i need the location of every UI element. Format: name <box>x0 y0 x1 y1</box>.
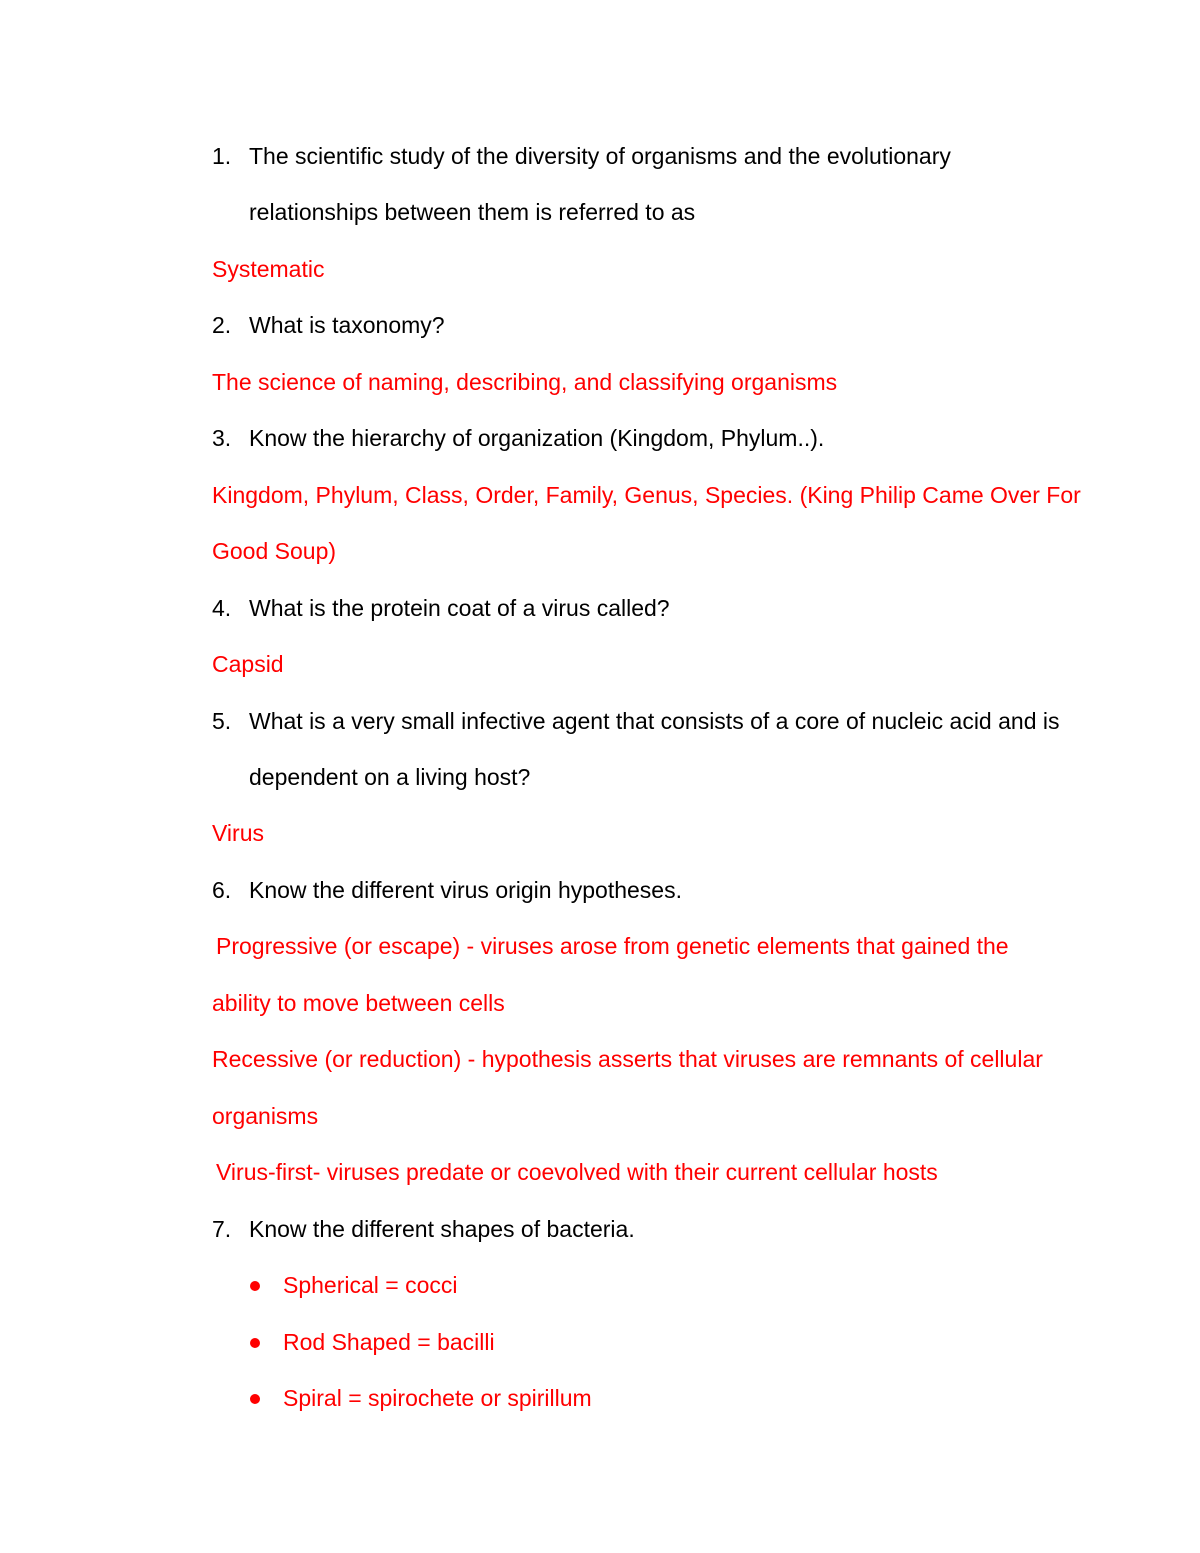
answer-4: Capsid <box>212 651 284 677</box>
question-1-line-2: relationships between them is referred to as <box>249 199 696 225</box>
question-number-7: 7. <box>212 1216 232 1242</box>
answer-6-line-3: Recessive (or reduction) - hypothesis asserts that viruses are remnants of cellular <box>212 1046 1043 1072</box>
question-number-3: 3. <box>212 425 232 451</box>
answer-2: The science of naming, describing, and classifying organisms <box>212 369 838 395</box>
bullet-item-spherical: Spherical = cocci <box>283 1272 458 1298</box>
answer-6-line-4: organisms <box>212 1103 319 1129</box>
question-number-1: 1. <box>212 143 232 169</box>
bullet-icon <box>250 1338 260 1348</box>
question-5-line-2: dependent on a living host? <box>249 764 531 790</box>
question-number-6: 6. <box>212 877 232 903</box>
bullet-icon <box>250 1281 260 1291</box>
answer-3-line-1: Kingdom, Phylum, Class, Order, Family, Genus, Species. (King Philip Came Over For <box>212 482 1081 508</box>
question-1-line-1: The scientific study of the diversity of organisms and the evolutionary <box>249 143 951 169</box>
question-number-5: 5. <box>212 708 232 734</box>
question-2-line-1: What is taxonomy? <box>249 312 445 338</box>
question-3-line-1: Know the hierarchy of organization (Kingdom, Phylum..). <box>249 425 825 451</box>
bullet-item-spiral: Spiral = spirochete or spirillum <box>283 1385 592 1411</box>
answer-6-line-5: Virus-first- viruses predate or coevolved with their current cellular hosts <box>216 1159 938 1185</box>
answer-6-line-1: Progressive (or escape) - viruses arose from genetic elements that gained the <box>216 933 1009 959</box>
question-7-line-1: Know the different shapes of bacteria. <box>249 1216 635 1242</box>
question-number-4: 4. <box>212 595 232 621</box>
answer-5: Virus <box>212 820 264 846</box>
bullet-item-rod: Rod Shaped = bacilli <box>283 1329 495 1355</box>
question-number-2: 2. <box>212 312 232 338</box>
answer-3-line-2: Good Soup) <box>212 538 337 564</box>
answer-6-line-2: ability to move between cells <box>212 990 505 1016</box>
bullet-icon <box>250 1394 260 1404</box>
answer-1: Systematic <box>212 256 325 282</box>
question-4-line-1: What is the protein coat of a virus called? <box>249 595 670 621</box>
question-5-line-1: What is a very small infective agent that consists of a core of nucleic acid and is <box>249 708 1060 734</box>
question-6-line-1: Know the different virus origin hypotheses. <box>249 877 682 903</box>
